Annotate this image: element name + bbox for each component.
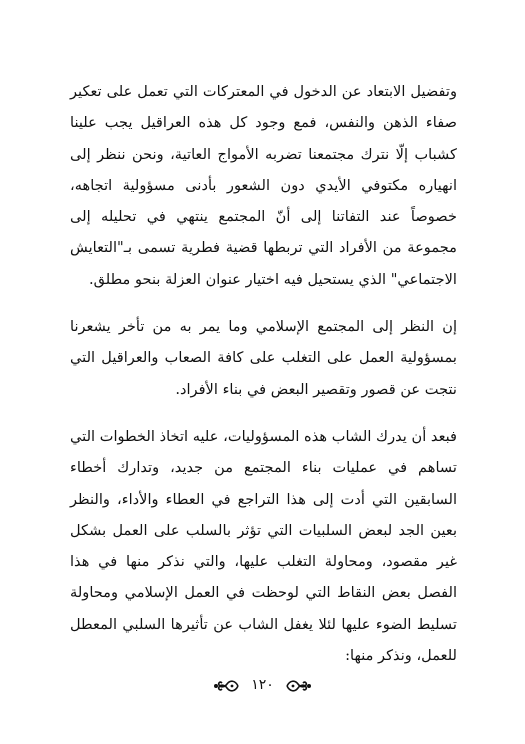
paragraph-3: فبعد أن يدرك الشاب هذه المسؤوليات، عليه اتخاذ الخطوات التي تساهم في عمليات بناء المجتمع من جديد، وتدارك أخطاء السابقين التي أدت إلى هذا التراجع في العطاء والأداء، والنظر بعين الجد لبعض السلبيات التي تؤثر بالسلب على العمل بشكل غير مقصود، ومحاولة التغلب عليها، والتي نذكر منها في هذا الفصل بعض النقاط التي لوحظت في العمل الإسلامي ومحاولة تسليط الضوء عليها لئلا يغفل الشاب عن تأثيرها السلبي المعطل للعمل، ونذكر منها: (70, 427, 457, 665)
page-footer (0, 674, 525, 695)
floral-ornament-icon (286, 678, 312, 692)
floral-ornament-icon (213, 678, 239, 692)
paragraph-1: وتفضيل الابتعاد عن الدخول في المعتركات التي تعمل على تعكير صفاء الذهن والنفس، فمع وجود كل هذه العراقيل يجب علينا كشباب إلّا نترك مجتمعنا تضربه الأمواج العاتية، ونحن ننظر إلى انهياره مكتوفي الأيدي دون الشعور بأدنى مسؤولية اتجاهه، خصوصاً عند التفاتنا إلى أنّ المجتمع ينتهي في تحليله إلى مجموعة من الأفراد التي تربطها قضية فطرية تسمى بـ"التعايش الاجتماعي" الذي يستحيل فيه اختيار عنوان العزلة بنحو مطلق. (70, 83, 457, 288)
page-number: ١٢٠ (251, 677, 274, 693)
paragraph-2: إن النظر إلى المجتمع الإسلامي وما يمر به من تأخر يشعرنا بمسؤولية العمل على التغلب على كافة الصعاب والعراقيل التي نتجت عن قصور وتقصير البعض في بناء الأفراد. (70, 318, 457, 398)
